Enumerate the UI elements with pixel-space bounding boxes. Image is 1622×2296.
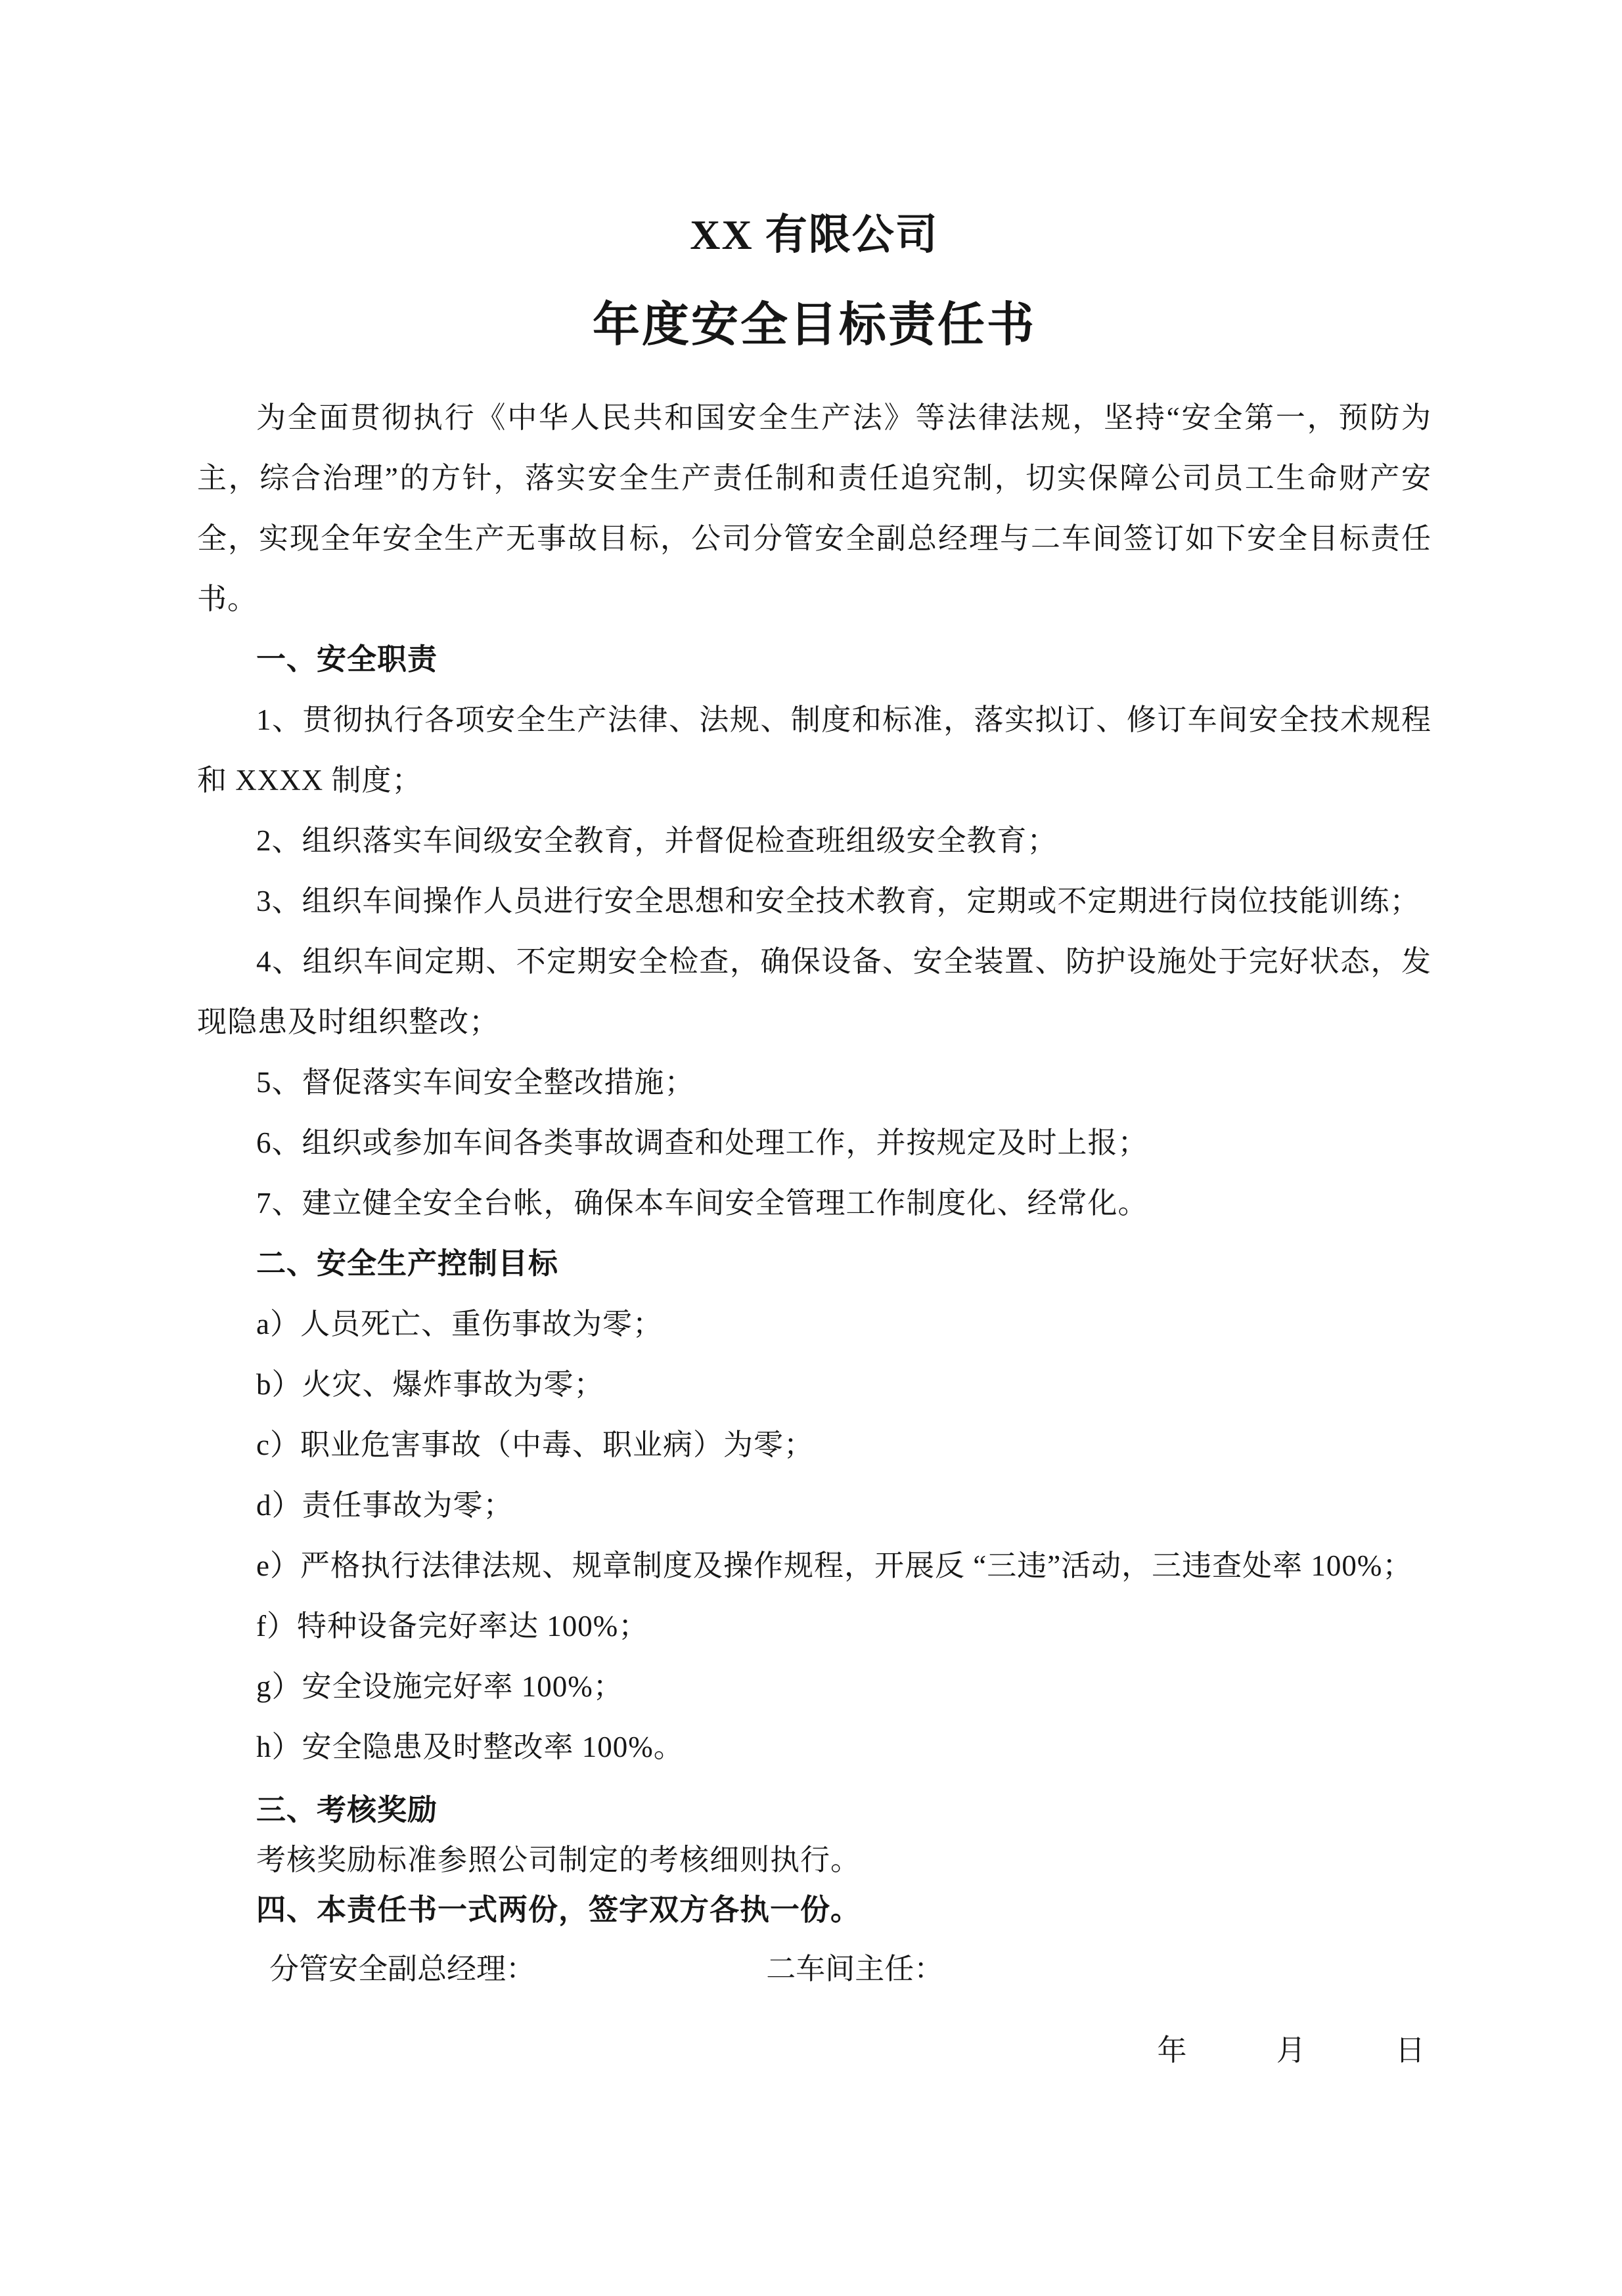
section1-item-5: 5、督促落实车间安全整改措施； <box>256 1066 695 1099</box>
section1-item-4: 4、组织车间定期、不定期安全检查，确保设备、安全装置、防护设施处于完好状态，发现隐患及时组织整改； <box>197 945 1431 1039</box>
section3-body: 考核奖励标准参照公司制定的考核细则执行。 <box>256 1843 861 1877</box>
date-day-label: 日 <box>1395 2034 1425 2067</box>
section2-item-h: h）安全隐患及时整改率 100%。 <box>256 1731 684 1764</box>
section1-item-3: 3、组织车间操作人员进行安全思想和安全技术教育，定期或不定期进行岗位技能训练； <box>256 885 1420 918</box>
section1-item-7: 7、建立健全安全台帐，确保本车间安全管理工作制度化、经常化。 <box>256 1187 1148 1220</box>
section2-item-g: g）安全设施完好率 100%； <box>256 1670 623 1704</box>
section1-item-2: 2、组织落实车间级安全教育，并督促检查班组级安全教育； <box>256 824 1058 858</box>
section2-item-e: e）严格执行法律法规、规章制度及操作规程，开展反 “三违”活动，三违查处率 100%； <box>256 1549 1413 1583</box>
section1-item-1: 1、贯彻执行各项安全生产法律、法规、制度和标准，落实拟订、修订车间安全技术规程和 XXXX 制度； <box>197 703 1431 797</box>
date-month-label: 月 <box>1276 2034 1306 2067</box>
section1-heading: 一、安全职责 <box>256 643 438 676</box>
section2-item-d: d）责任事故为零； <box>256 1489 514 1522</box>
document-title: 年度安全目标责任书 <box>592 298 1036 351</box>
section2-item-b: b）火灾、爆炸事故为零； <box>256 1368 604 1402</box>
date-line <box>197 2025 1425 2075</box>
section3-heading: 三、考核奖励 <box>256 1794 438 1827</box>
section2-heading: 二、安全生产控制目标 <box>256 1247 559 1281</box>
section2-item-f: f）特种设备完好率达 100%； <box>256 1610 649 1643</box>
signature-right-label: 二车间主任： <box>766 1953 944 1986</box>
section2-item-c: c）职业危害事故（中毒、职业病）为零； <box>256 1428 814 1462</box>
section4-heading: 四、本责任书一式两份，签字双方各执一份。 <box>256 1893 861 1927</box>
date-year-label: 年 <box>1157 2034 1187 2067</box>
signature-line <box>197 1944 1431 1994</box>
section1-item-6: 6、组织或参加车间各类事故调查和处理工作，并按规定及时上报； <box>256 1126 1148 1160</box>
signature-left-label: 分管安全副总经理： <box>269 1953 536 1986</box>
section2-item-a: a）人员死亡、重伤事故为零； <box>256 1308 663 1341</box>
intro-paragraph: 为全面贯彻执行《中华人民共和国安全生产法》等法律法规，坚持“安全第一，预防为主，综合治理”的方针，落实安全生产责任制和责任追究制，切实保障公司员工生命财产安全，实现全年安全生产无事故目标，公司分管安全副总经理与二车间签订如下安全目标责任书。 <box>197 401 1431 616</box>
company-title: XX 有限公司 <box>690 211 939 258</box>
